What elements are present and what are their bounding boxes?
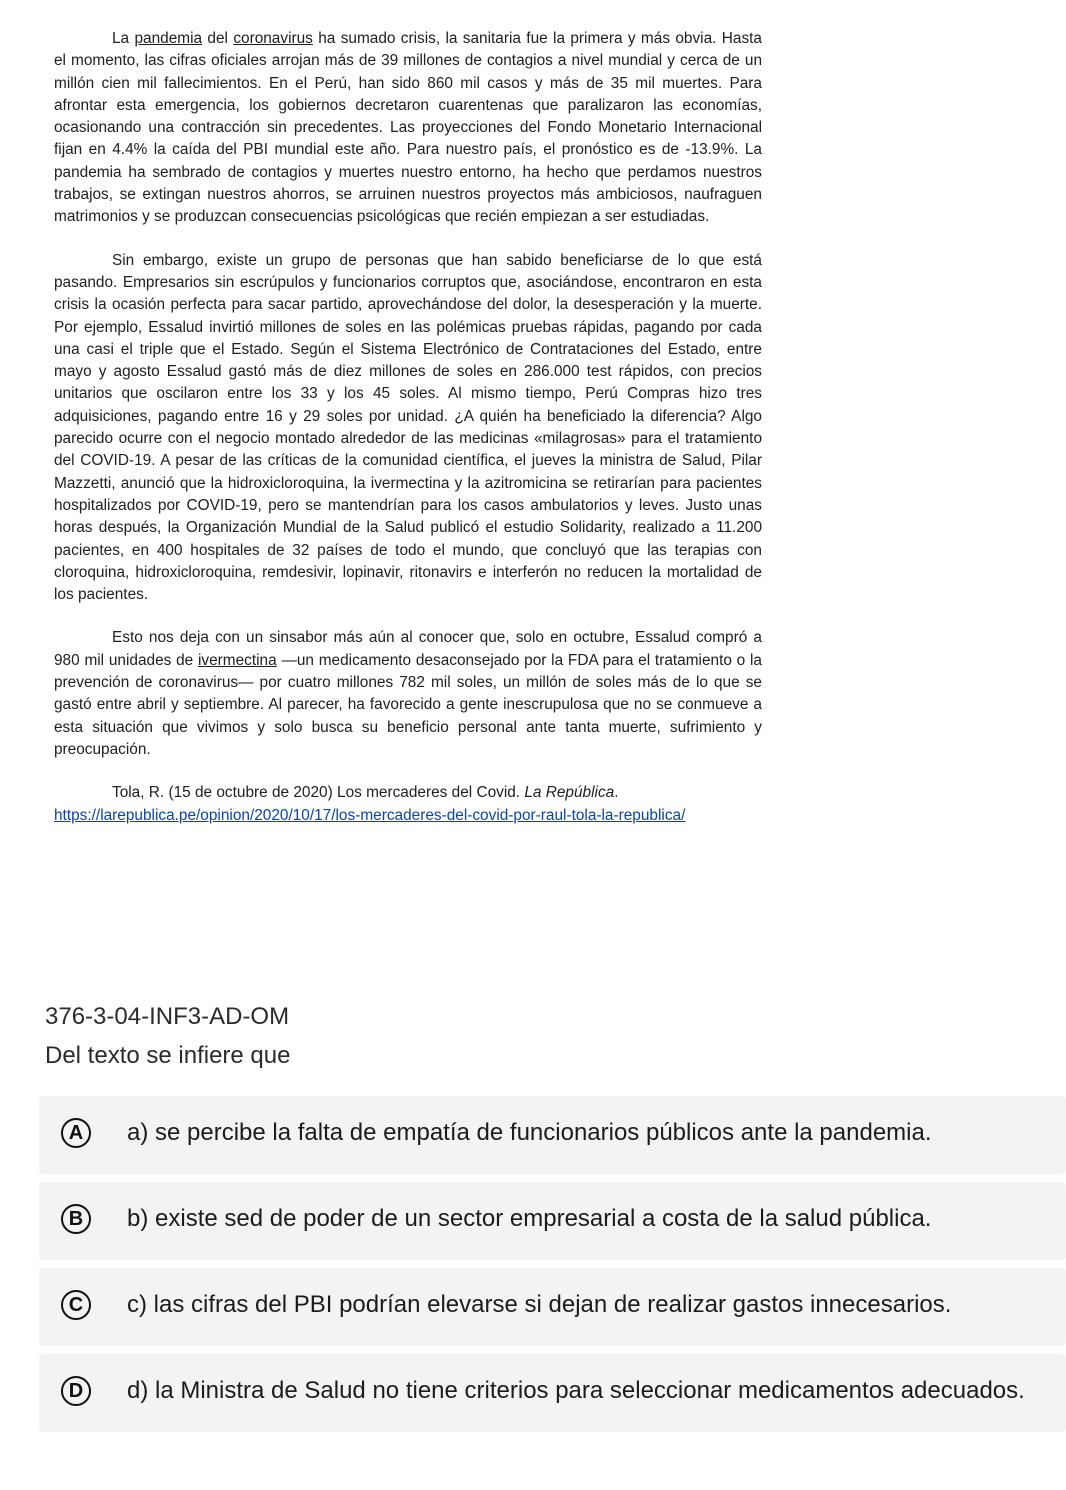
option-letter-badge: A xyxy=(61,1118,91,1148)
option-text: d) la Ministra de Salud no tiene criterios para seleccionar medicamentos adecuados. xyxy=(127,1377,1025,1404)
option-text: c) las cifras del PBI podrían elevarse si dejan de realizar gastos innecesarios. xyxy=(127,1291,952,1318)
p3-rest: —un medicamento desaconsejado por la FDA para el tratamiento o la prevención de coronavirus— por cuatro millones 782 mil soles, un millón de soles más de lo que se gastó entre abril y septiembre. Al parecer, ha favorecido a gente inescrupulosa que no se conmueve a esta situación que vivimos y solo busca su beneficio personal ante tanta muerte, sufrimiento y preocupación. xyxy=(54,651,762,758)
question-prompt: Del texto se infiere que xyxy=(45,1042,291,1069)
citation xyxy=(54,782,762,827)
citation-dot: . xyxy=(614,784,619,802)
underlined-word-pandemia: pandemia xyxy=(134,30,203,47)
option-text: a) se percibe la falta de empatía de funcionarios públicos ante la pandemia. xyxy=(127,1119,932,1146)
option-letter-badge: C xyxy=(61,1290,91,1320)
option-text: b) existe sed de poder de un sector empresarial a costa de la salud pública. xyxy=(127,1205,932,1232)
reading-passage xyxy=(54,28,762,848)
underlined-word-ivermectina: ivermectina xyxy=(197,651,277,669)
p3-start: Esto nos deja con un sinsabor más aún al conocer que, solo en octubre, Essalud compró a 980 mil unidades de xyxy=(54,629,762,669)
option-b[interactable] xyxy=(39,1182,1066,1260)
paragraph-1 xyxy=(54,28,762,229)
option-d[interactable] xyxy=(39,1354,1066,1432)
paragraph-3 xyxy=(54,627,762,761)
p1-mid: del xyxy=(202,30,234,47)
underlined-word-coronavirus: coronavirus xyxy=(233,30,313,47)
option-letter-badge: D xyxy=(61,1376,91,1406)
citation-source: La República xyxy=(524,784,615,802)
citation-link[interactable]: https://larepublica.pe/opinion/2020/10/17/los-mercaderes-del-covid-por-raul-tola-la-republica/ xyxy=(54,806,686,824)
option-c[interactable] xyxy=(39,1268,1066,1346)
p1-start: La xyxy=(112,30,135,47)
citation-text: Tola, R. (15 de octubre de 2020) Los mercaderes del Covid. xyxy=(112,784,525,802)
question-code: 376-3-04-INF3-AD-OM xyxy=(45,1003,290,1030)
option-letter-badge: B xyxy=(61,1204,91,1234)
p1-rest: ha sumado crisis, la sanitaria fue la primera y más obvia. Hasta el momento, las cifras oficiales arrojan más de 39 millones de contagios a nivel mundial y cerca de un millón cien mil fallecimientos. En el Perú, han sido 860 mil casos y más de 35 mil muertes. Para afrontar esta emergencia, los gobiernos decretaron cuarentenas que paralizaron las economías, ocasionando una contracción sin precedentes. Las proyecciones del Fondo Monetario Internacional fijan en 4.4% la caída del PBI mundial este año. Para nuestro país, el pronóstico es de -13.9%. La pandemia ha sembrado de contagios y muertes nuestro entorno, ha hecho que perdamos nuestros trabajos, se extingan nuestros ahorros, se arruinen nuestros proyectos más ambiciosos, naufraguen matrimonios y se produzcan consecuencias psicológicas que recién empiezan a ser estudiadas. xyxy=(54,30,762,226)
paragraph-2: Sin embargo, existe un grupo de personas que han sabido beneficiarse de lo que está pasando. Empresarios sin escrúpulos y funcionarios corruptos que, asociándose, encontraron en esta crisis la ocasión perfecta para sacar partido, aprovechándose del dolor, la desesperación y la muerte. Por ejemplo, Essalud invirtió millones de soles en las polémicas pruebas rápidas, pagando por cada una casi el triple que el Estado. Según el Sistema Electrónico de Contrataciones del Estado, entre mayo y agosto Essalud gastó más de diez millones de soles en 286.000 test rápidos, con precios unitarios que oscilaron entre los 33 y los 45 soles. Al mismo tiempo, Perú Compras hizo tres adquisiciones, pagando entre 16 y 29 soles por unidad. ¿A quién ha beneficiado la diferencia? Algo parecido ocurre con el negocio montado alrededor de las medicinas «milagrosas» para el tratamiento del COVID-19. A pesar de las críticas de la comunidad científica, el jueves la ministra de Salud, Pilar Mazzetti, anunció que la hidroxicloroquina, la ivermectina y la azitromicina se retirarían para pacientes hospitalizados por COVID-19, pero se mantendrían para los casos ambulatorios y leves. Justo unas horas después, la Organización Mundial de la Salud publicó el estudio Solidarity, realizado a 11.200 pacientes, en 400 hospitales de 32 países de todo el mundo, que concluyó que las terapias con cloroquina, hidroxicloroquina, remdesivir, lopinavir, ritonavirs e interferón no reducen la mortalidad de los pacientes. xyxy=(54,251,762,604)
option-a[interactable] xyxy=(39,1096,1066,1174)
